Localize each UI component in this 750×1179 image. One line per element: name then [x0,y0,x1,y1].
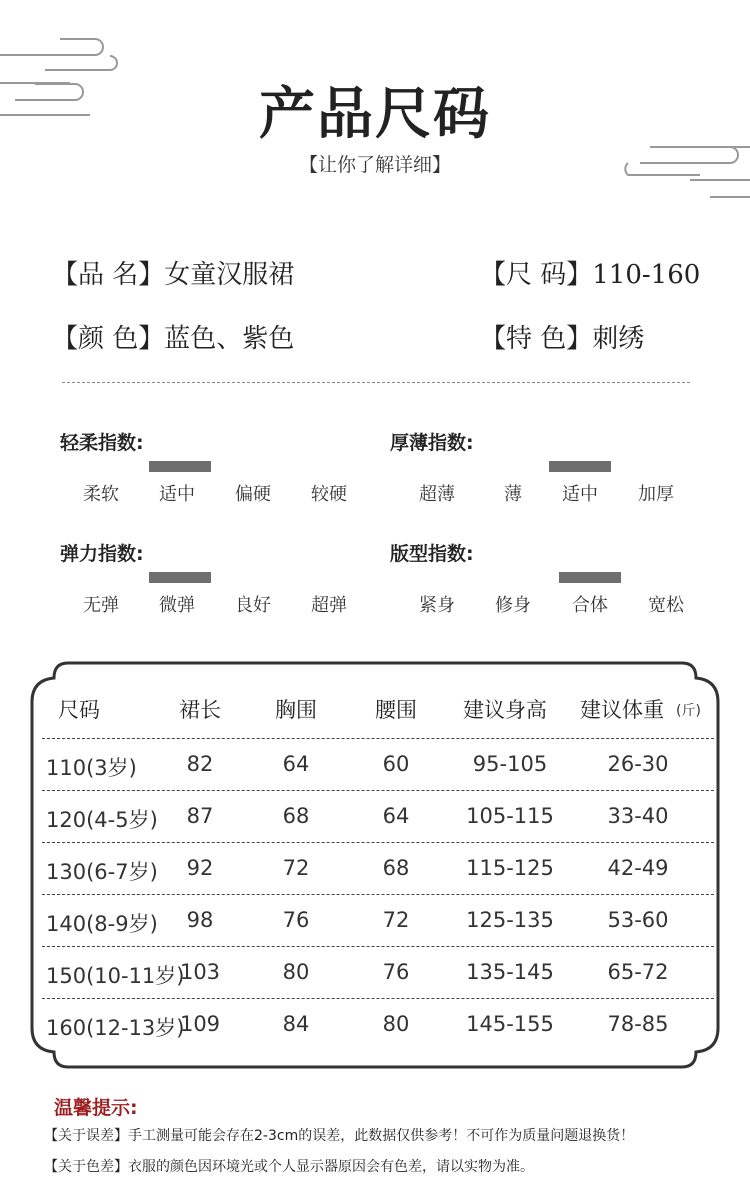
thickness-option: 超薄 [419,484,455,505]
product-name-value: 女童汉服裙 [164,260,295,290]
product-size [480,254,700,291]
product-color [52,318,294,355]
cell-height: 135-145 [466,960,554,984]
thickness-option: 薄 [504,484,522,505]
softness-index-title: 轻柔指数: [60,432,144,454]
product-feature-label: 【特 色】 [480,324,593,354]
elasticity-option: 良好 [235,595,271,616]
elasticity-option: 无弹 [83,595,119,616]
cell-weight: 65-72 [607,960,669,984]
tips-title: 温馨提示: [54,1097,138,1119]
header-size: 尺码 [58,698,100,722]
product-size-label: 【尺 码】 [480,260,593,290]
elasticity-option: 超弹 [311,595,347,616]
table-divider [42,946,714,947]
page-subtitle: 【让你了解详细】 [298,154,451,176]
page-title: 产品尺码 [259,81,491,147]
product-feature [480,318,644,355]
table-row [0,960,750,988]
table-row [0,1012,750,1040]
cell-size: 130(6-7岁) [46,860,158,884]
table-divider [42,790,714,791]
softness-option: 偏硬 [235,484,271,505]
cell-height: 125-135 [466,908,554,932]
cell-weight: 26-30 [607,752,669,776]
product-name-label: 【品 名】 [52,260,165,290]
header-skirt-length: 裙长 [179,698,221,722]
elasticity-option: 微弹 [159,595,195,616]
thickness-index-title: 厚薄指数: [390,432,474,454]
product-size-value: 110-160 [592,260,701,290]
cell-bust: 84 [282,1012,310,1036]
softness-index-marker [149,461,211,472]
product-name [52,254,294,291]
cell-height: 95-105 [472,752,548,776]
header-waist: 腰围 [375,698,417,722]
header-weight-unit: (斤) [676,703,701,719]
cell-skirt-length: 82 [186,752,214,776]
cell-size: 120(4-5岁) [46,808,158,832]
cell-bust: 76 [282,908,310,932]
cell-waist: 76 [382,960,410,984]
cell-waist: 72 [382,908,410,932]
table-row [0,804,750,832]
cell-height: 115-125 [466,856,554,880]
cell-waist: 68 [382,856,410,880]
tip-error-note: 【关于误差】手工测量可能会存在2-3cm的误差，此数据仅供参考！不可作为质量问题退换货！ [44,1128,635,1144]
table-row [0,908,750,936]
product-feature-value: 刺绣 [592,324,645,354]
cell-skirt-length: 109 [179,1012,221,1036]
elasticity-index-marker [149,572,211,583]
cell-skirt-length: 92 [186,856,214,880]
elasticity-index-title: 弹力指数: [60,543,144,565]
cell-waist: 80 [382,1012,410,1036]
softness-option: 适中 [159,484,195,505]
cell-bust: 80 [282,960,310,984]
product-color-label: 【颜 色】 [52,324,165,354]
cell-bust: 64 [282,752,310,776]
thickness-option: 适中 [562,484,598,505]
softness-option: 较硬 [311,484,347,505]
table-divider [42,998,714,999]
cell-bust: 72 [282,856,310,880]
cell-size: 160(12-13岁) [46,1016,185,1040]
table-row [0,752,750,780]
fit-option: 修身 [495,595,531,616]
cell-skirt-length: 98 [186,908,214,932]
table-row [0,856,750,884]
cell-weight: 53-60 [607,908,669,932]
section-divider [62,382,690,383]
cell-skirt-length: 103 [179,960,221,984]
thickness-index-marker [549,461,611,472]
fit-index-marker [559,572,621,583]
cell-weight: 42-49 [607,856,669,880]
cell-weight: 78-85 [607,1012,669,1036]
cell-size: 110(3岁) [46,756,137,780]
tip-color-note: 【关于色差】衣服的颜色因环境光或个人显示器原因会有色差，请以实物为准。 [44,1159,534,1175]
cell-waist: 60 [382,752,410,776]
cell-waist: 64 [382,804,410,828]
cell-size: 150(10-11岁) [46,964,185,988]
fit-option: 合体 [572,595,608,616]
table-divider [42,894,714,895]
softness-option: 柔软 [83,484,119,505]
cell-weight: 33-40 [607,804,669,828]
thickness-option: 加厚 [638,484,674,505]
product-color-value: 蓝色、紫色 [164,324,295,354]
cell-skirt-length: 87 [186,804,214,828]
table-divider [42,738,714,739]
fit-option: 紧身 [419,595,455,616]
header-bust: 胸围 [275,698,317,722]
cell-bust: 68 [282,804,310,828]
table-divider [42,842,714,843]
header-weight: 建议体重 [580,698,664,722]
fit-option: 宽松 [648,595,684,616]
fit-index-title: 版型指数: [390,543,474,565]
cell-height: 105-115 [466,804,554,828]
header-height: 建议身高 [463,698,547,722]
cell-size: 140(8-9岁) [46,912,158,936]
cell-height: 145-155 [466,1012,554,1036]
